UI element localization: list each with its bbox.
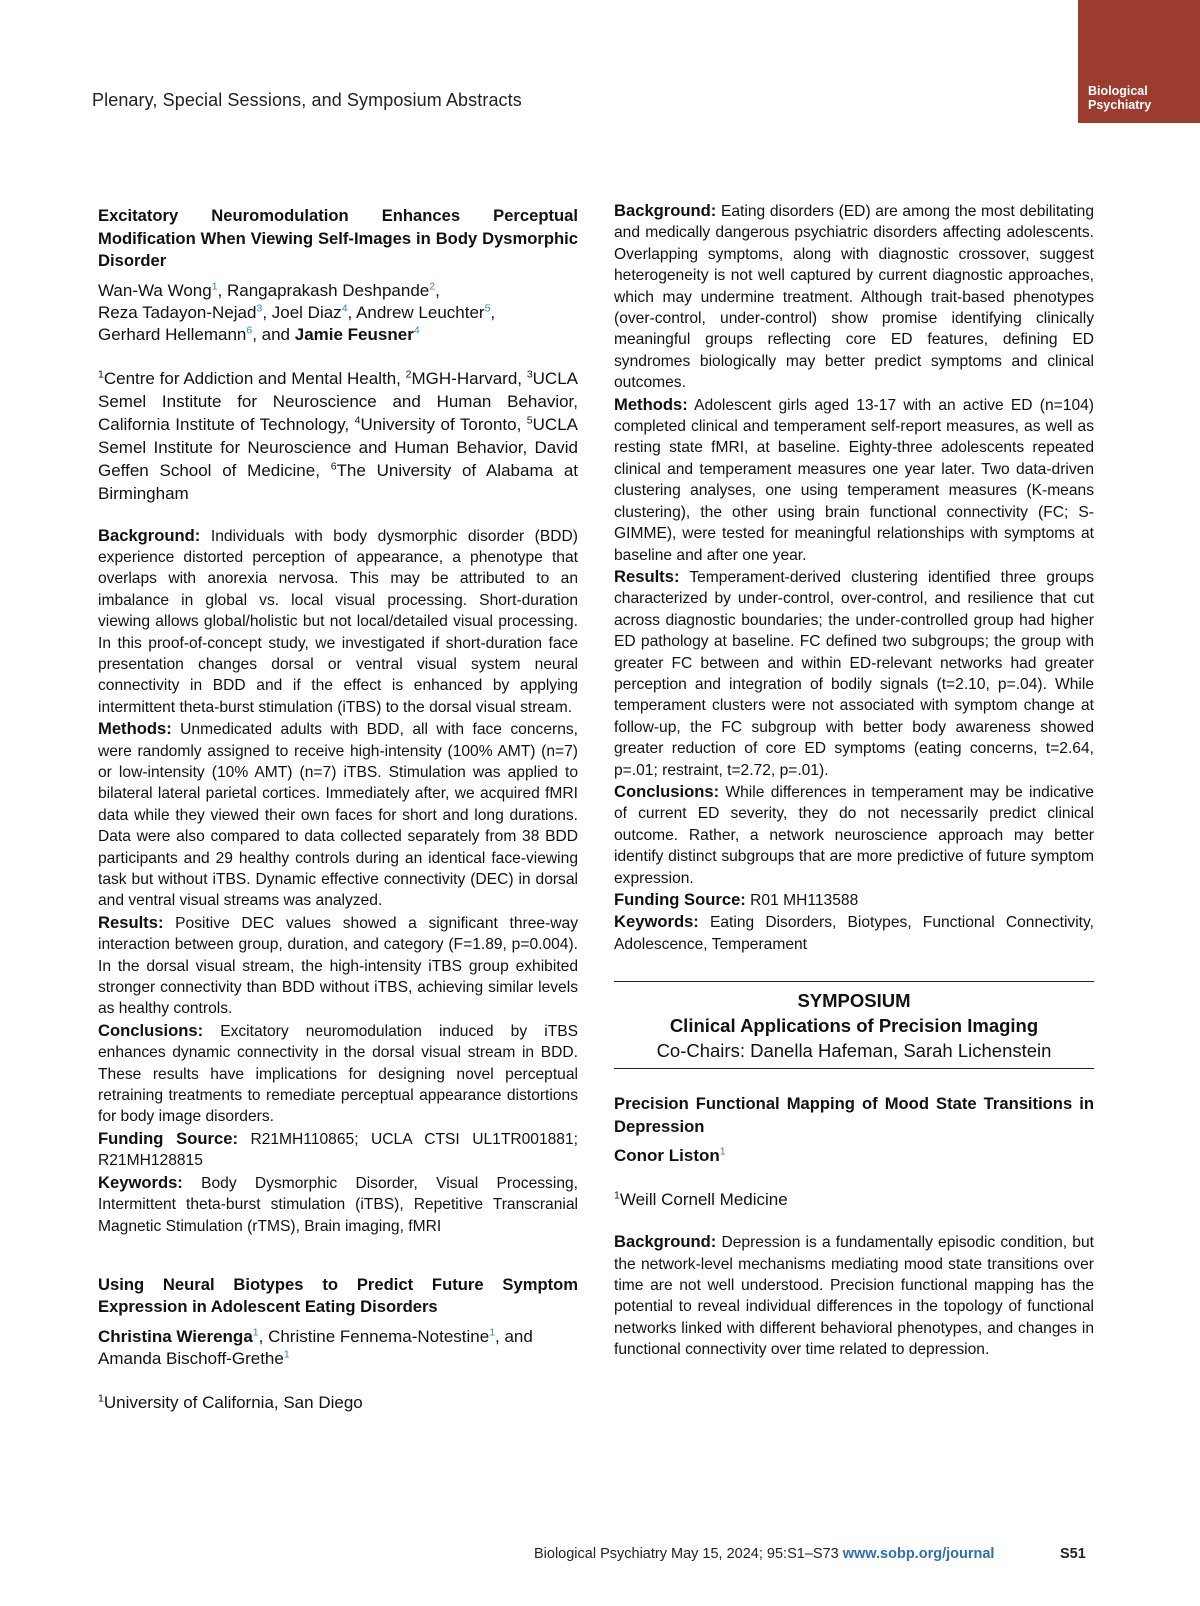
page-number: S51 xyxy=(1060,1546,1086,1562)
article-1-background: Background: Individuals with body dysmorphic disorder (BDD) experience distorted perception of appearance, a phenotype that overlaps with anorexia nervosa. This may be attributed to an imbalance in global vs. local visual processing. Short-duration viewing allows global/holistic but not local/detailed visual processing. In this proof-of-concept study, we investigated if short-duration face presentation changes dorsal or ventral visual system neural connectivity in BDD and if the effect is enhanced by applying intermittent theta-burst stimulation (iTBS) to the dorsal visual stream. xyxy=(98,525,578,716)
left-column xyxy=(98,200,578,1434)
author-name: Reza Tadayon-Nejad xyxy=(98,302,257,322)
author-sup[interactable]: 1 xyxy=(489,1326,496,1339)
footer-citation: Biological Psychiatry May 15, 2024; 95:S1–S73 www.sobp.org/journal xyxy=(534,1546,995,1562)
article-1-keywords: Keywords: Body Dysmorphic Disorder, Visual Processing, Intermittent theta-burst stimulation (iTBS), Repetitive Transcranial Magnetic Stimulation (rTMS), Brain imaging, fMRI xyxy=(98,1172,578,1235)
symposium-label: SYMPOSIUM xyxy=(797,990,911,1012)
author-sup[interactable]: 4 xyxy=(341,301,348,314)
author-name: Joel Diaz xyxy=(271,302,342,322)
author-name-corresponding: Jamie Feusner xyxy=(294,324,414,344)
author-sup[interactable]: 4 xyxy=(413,323,420,336)
article-3-authors xyxy=(614,1145,1094,1167)
author-name: Christine Fennema-Notestine xyxy=(268,1326,490,1346)
article-2-conclusions: Conclusions: While differences in temperament may be indicative of current ED severity, they do not necessarily predict clinical outcome. Rather, a network neuroscience approach may better identify distinct subgroups that are more predictive of future symptom expression. xyxy=(614,781,1094,887)
author-name: Andrew Leuchter xyxy=(356,302,485,322)
author-sup[interactable]: 1 xyxy=(719,1145,726,1158)
author-name: Rangaprakash Deshpande xyxy=(226,280,430,300)
article-1-funding: Funding Source: R21MH110865; UCLA CTSI UL1TR001881; R21MH128815 xyxy=(98,1128,578,1170)
symposium-title: Clinical Applications of Precision Imaging xyxy=(669,1015,1039,1037)
journal-logo-line-1: Biological xyxy=(1088,84,1148,98)
article-1-methods: Methods: Unmedicated adults with BDD, all with face concerns, were randomly assigned to receive high-intensity (100% AMT) (n=7) or low-intensity (10% AMT) (n=7) iTBS. Stimulation was applied to bilateral lateral parietal cortices. Immediately after, we acquired fMRI data while they viewed their own faces for short and long durations. Data were also compared to data collected separately from 38 BDD participants and 29 healthy controls during an identical face-viewing task but without iTBS. Dynamic effective connectivity (DEC) in dorsal and ventral visual streams was analyzed. xyxy=(98,719,578,910)
author-sup[interactable]: 1 xyxy=(252,1326,259,1339)
journal-url-link[interactable]: www.sobp.org/journal xyxy=(842,1546,995,1562)
right-column xyxy=(614,200,1094,1361)
author-sup[interactable]: 2 xyxy=(429,279,436,292)
article-1-affiliations: $^1$Centre for Addiction and Mental Health, $^2$MGH-Harvard, $^3$UCLA Semel Institute for Neuroscience and Human Behavior, California Institute of Technology, $^4$University of Toronto, $^5$UCLA Semel Institute for Neuroscience and Human Behavior, David Geffen School of Medicine, $^6$The University of Alabama at Birmingham xyxy=(98,367,579,503)
article-1-results: Results: Positive DEC values showed a significant three-way interaction between group, duration, and category (F=1.89, p=0.004). In the dorsal visual stream, the high-intensity iTBS group exhibited stronger connectivity than BDD without iTBS, achieving similar levels as healthy controls. xyxy=(98,912,578,1018)
article-2-results: Results: Temperament-derived clustering identified three groups characterized by under-control, over-control, and resilience that cut across diagnostic boundaries; the under-controlled group had higher ED pathology at baseline. FC defined two subgroups; the group with greater FC between and within ED-relevant networks had greater perception and integration of bodily signals (t=2.10, p=.04). While temperament clusters were not associated with symptom change at follow-up, the FC subgroup with better body awareness showed greater reduction of core ED symptoms (eating concerns, t=2.64, p=.01; restraint, t=2.72, p=.01). xyxy=(614,566,1094,779)
symposium-chairs: Co-Chairs: Danella Hafeman, Sarah Lichenstein xyxy=(656,1040,1052,1062)
article-2-affiliations: $^1$University of California, San Diego xyxy=(98,1392,363,1412)
article-2-keywords: Keywords: Eating Disorders, Biotypes, Functional Connectivity, Adolescence, Temperament xyxy=(614,912,1094,953)
author-sup[interactable]: 5 xyxy=(484,301,491,314)
article-3-affiliations: $^1$Weill Cornell Medicine xyxy=(614,1189,788,1210)
author-sup[interactable]: 3 xyxy=(256,301,263,314)
author-sup[interactable]: 6 xyxy=(246,323,253,336)
article-1-title: Excitatory Neuromodulation Enhances Perceptual Modification When Viewing Self-Images in Body Dysmorphic Disorder xyxy=(98,206,578,270)
article-2-authors: Christina Wierenga$^1$, Christine Fennema-Notestine$^1$, and Amanda Bischoff-Grethe$^1$ xyxy=(98,1326,533,1368)
author-sup[interactable]: 1 xyxy=(283,1348,290,1361)
article-1-authors: Wan-Wa Wong$^1$, Rangaprakash Deshpande$^2$, Reza Tadayon-Nejad$^3$, Joel Diaz$^4$, Andrew Leuchter$^5$, Gerhard Hellemann$^6$, and Jamie Feusner$^4$ xyxy=(98,279,496,344)
article-3-background: Background: Depression is a fundamentally episodic condition, but the network-level mechanisms mediating mood state transitions over time are not well understood. Precision functional mapping has the potential to reveal individual differences in the topology of functional networks linked with different behavioral phenotypes, and changes in functional connectivity over time related to depression. xyxy=(614,1232,1094,1359)
article-2-funding: Funding Source: R01 MH113588 xyxy=(614,890,859,909)
running-header: Plenary, Special Sessions, and Symposium Abstracts xyxy=(92,90,522,110)
article-2-background: Background: Eating disorders (ED) are among the most debilitating and medically dangerous psychiatric disorders affecting adolescents. Overlapping symptoms, along with diagnostic crossover, suggest heterogeneity is not well captured by current diagnostic approaches, which may undermine treatment. Although trait-based phenotypes (over-control, under-control) show promise identifying clinically meaningful groups reflecting core ED features, defining ED syndromes biologically may better predict symptoms and clinical outcomes. xyxy=(614,201,1095,392)
author-name: Gerhard Hellemann xyxy=(98,324,247,344)
article-2-title: Using Neural Biotypes to Predict Future Symptom Expression in Adolescent Eating Disorders xyxy=(98,1274,578,1317)
journal-logo-line-2: Psychiatry xyxy=(1088,98,1152,112)
author-name: Wan-Wa Wong xyxy=(98,280,212,300)
journal-logo-tab xyxy=(1078,0,1200,123)
author-name: Amanda Bischoff-Grethe xyxy=(98,1348,284,1368)
author-name-corresponding: Conor Liston xyxy=(614,1146,720,1166)
article-2-methods: Methods: Adolescent girls aged 13-17 with an active ED (n=104) completed clinical and temperament self-report measures, as well as resting state fMRI, at baseline. Eighty-three adolescents repeated clinical and temperament measures one year later. Two data-driven clustering analyses, one using temperament measures (K-means clustering), the other using brain functional connectivity (FC; S-GIMME), were tested for meaningful relationships with symptoms at baseline and after one year. xyxy=(614,394,1094,564)
author-sup[interactable]: 1 xyxy=(211,279,218,292)
author-name-corresponding: Christina Wierenga xyxy=(98,1326,253,1346)
article-3-title: Precision Functional Mapping of Mood State Transitions in Depression xyxy=(614,1094,1094,1136)
article-1-conclusions: Conclusions: Excitatory neuromodulation induced by iTBS enhances dynamic connectivity in the dorsal visual stream in BDD. These results have implications for designing novel perceptual retraining treatments to remediate perceptual appearance distortions for body image disorders. xyxy=(98,1020,578,1126)
symposium-banner xyxy=(614,981,1094,1069)
